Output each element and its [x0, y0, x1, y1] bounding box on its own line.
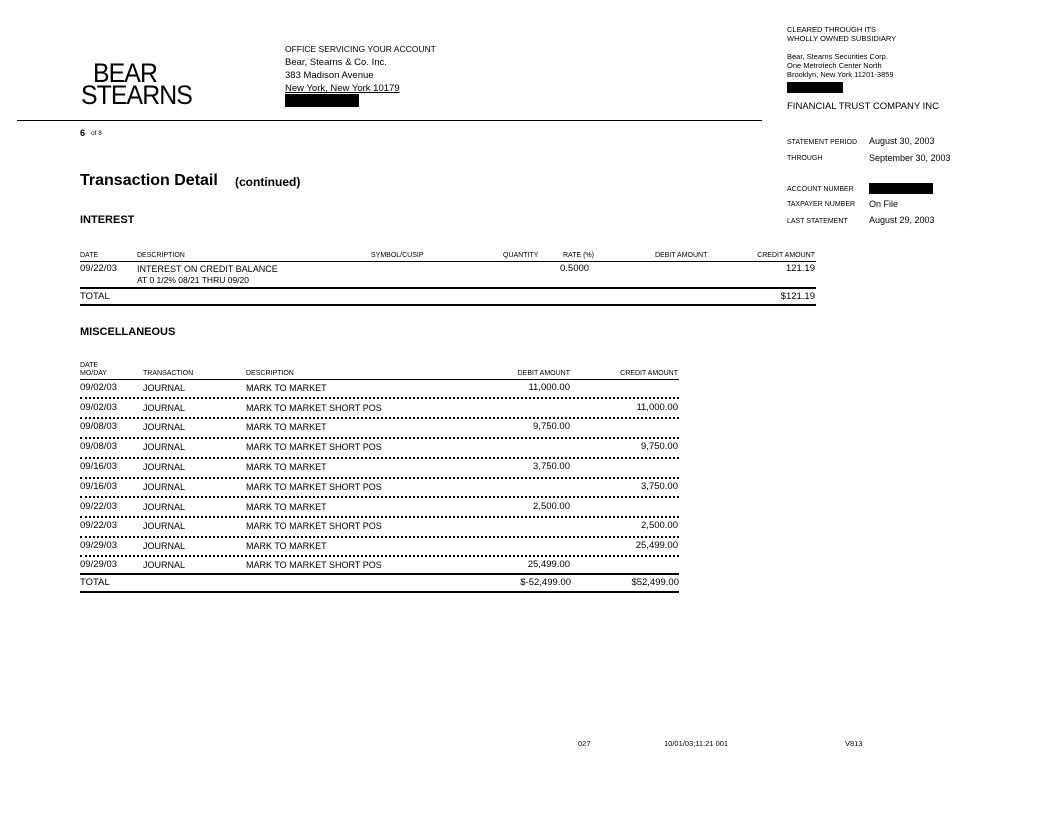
taxpayer-value: On File [869, 199, 899, 209]
account-number-label: ACCOUNT NUMBER [787, 186, 854, 193]
misc-col-date: DATE [80, 362, 99, 369]
row-divider [80, 417, 679, 419]
interest-heading: INTEREST [80, 214, 135, 226]
misc-total-label: TOTAL [80, 577, 110, 588]
misc-row-transaction: JOURNAL [143, 442, 186, 452]
interest-header-rule [80, 261, 816, 262]
footer-version: V813 [845, 739, 863, 748]
misc-total-debit: $-52,499.00 [520, 577, 571, 588]
row-divider [80, 555, 679, 557]
misc-col-moday: MO/DAY [80, 370, 108, 377]
redacted-block [787, 82, 843, 93]
misc-row-date: 09/02/03 [80, 402, 117, 413]
interest-total-rule-top [80, 287, 816, 289]
redacted-block [285, 94, 359, 107]
misc-row-date: 09/08/03 [80, 441, 117, 452]
misc-row-credit: 3,750.00 [641, 481, 678, 492]
misc-row-date: 09/08/03 [80, 421, 117, 432]
interest-col-rate: RATE (%) [563, 252, 594, 259]
misc-row-debit: 3,750.00 [533, 461, 570, 472]
misc-heading: MISCELLANEOUS [80, 326, 176, 338]
office-street: 383 Madison Avenue [285, 70, 374, 81]
logo-stearns: STEARNS [81, 80, 192, 110]
misc-row-description: MARK TO MARKET SHORT POS [246, 560, 382, 570]
misc-row-credit: 25,499.00 [635, 540, 678, 551]
misc-row-description: MARK TO MARKET SHORT POS [246, 521, 382, 531]
interest-row-description2: AT 0 1/2% 08/21 THRU 09/20 [137, 275, 249, 285]
taxpayer-label: TAXPAYER NUMBER [787, 201, 856, 208]
misc-row-description: MARK TO MARKET [246, 422, 327, 432]
page-of: of 8 [91, 130, 102, 137]
statement-period-label: STATEMENT PERIOD [787, 139, 858, 146]
interest-total-credit: $121.19 [780, 291, 815, 302]
misc-row-description: MARK TO MARKET [246, 462, 327, 472]
misc-col-credit: CREDIT AMOUNT [620, 370, 678, 377]
misc-row-description: MARK TO MARKET SHORT POS [246, 442, 382, 452]
interest-col-credit: CREDIT AMOUNT [757, 252, 815, 259]
misc-total-rule-top [80, 573, 679, 575]
interest-col-description: DESCRIPTION [137, 252, 185, 259]
misc-row-date: 09/22/03 [80, 520, 117, 531]
interest-row-rate: 0.5000 [560, 263, 590, 274]
misc-row-transaction: JOURNAL [143, 422, 186, 432]
misc-total-credit: $52,499.00 [631, 577, 679, 588]
misc-row-debit: 2,500.00 [533, 501, 570, 512]
clearing-line1: CLEARED THROUGH ITS [787, 25, 877, 34]
office-name: Bear, Stearns & Co. Inc. [285, 57, 387, 68]
clearing-address2: Brooklyn, New York 11201-3859 [787, 70, 894, 79]
last-statement-label: LAST STATEMENT [787, 218, 848, 225]
header-divider [17, 120, 762, 121]
page-number: 6 [80, 128, 86, 138]
last-statement-value: August 29, 2003 [869, 215, 935, 225]
misc-row-transaction: JOURNAL [143, 502, 186, 512]
interest-col-symbol: SYMBOL/CUSIP [371, 252, 424, 259]
misc-row-date: 09/02/03 [80, 382, 117, 393]
misc-row-date: 09/16/03 [80, 461, 117, 472]
misc-col-transaction: TRANSACTION [143, 370, 194, 377]
misc-row-transaction: JOURNAL [143, 560, 186, 570]
office-heading: OFFICE SERVICING YOUR ACCOUNT [285, 44, 436, 54]
row-divider [80, 397, 679, 399]
misc-row-transaction: JOURNAL [143, 383, 186, 393]
misc-row-date: 09/16/03 [80, 481, 117, 492]
misc-row-description: MARK TO MARKET SHORT POS [246, 403, 382, 413]
misc-row-transaction: JOURNAL [143, 482, 186, 492]
footer-timestamp: 10/01/03;11:21 001 [664, 739, 729, 748]
interest-col-date: DATE [80, 252, 99, 259]
misc-row-credit: 11,000.00 [636, 402, 678, 413]
row-divider [80, 437, 679, 439]
row-divider [80, 496, 679, 498]
through-value: September 30, 2003 [869, 153, 951, 163]
redacted-account-number [869, 183, 933, 194]
misc-col-description: DESCRIPTION [246, 370, 294, 377]
row-divider [80, 516, 679, 518]
interest-row-description: INTEREST ON CREDIT BALANCE [137, 264, 278, 274]
misc-row-transaction: JOURNAL [143, 462, 186, 472]
statement-period-value: August 30, 2003 [869, 136, 935, 146]
misc-header-rule [80, 379, 679, 380]
row-divider [80, 457, 679, 459]
misc-row-description: MARK TO MARKET [246, 541, 327, 551]
misc-row-date: 09/29/03 [80, 540, 117, 551]
misc-row-credit: 2,500.00 [641, 520, 678, 531]
clearing-line2: WHOLLY OWNED SUBSIDIARY [787, 34, 897, 43]
client-name: FINANCIAL TRUST COMPANY INC [787, 101, 940, 112]
misc-col-debit: DEBIT AMOUNT [517, 370, 570, 377]
misc-row-description: MARK TO MARKET [246, 502, 327, 512]
interest-total-label: TOTAL [80, 291, 110, 302]
row-divider [80, 477, 679, 479]
misc-row-debit: 9,750.00 [533, 421, 570, 432]
misc-total-rule-bottom [80, 591, 679, 593]
interest-row-date: 09/22/03 [80, 263, 117, 274]
misc-row-transaction: JOURNAL [143, 541, 186, 551]
misc-row-transaction: JOURNAL [143, 403, 186, 413]
misc-row-credit: 9,750.00 [641, 441, 678, 452]
misc-row-debit: 11,000.00 [528, 382, 570, 393]
footer-code: 027 [578, 739, 591, 748]
office-city: New York, New York 10179 [285, 83, 400, 94]
misc-row-description: MARK TO MARKET SHORT POS [246, 482, 382, 492]
misc-row-debit: 25,499.00 [527, 559, 570, 570]
page-title: Transaction Detail [80, 172, 218, 189]
page-title-suffix: (continued) [235, 175, 301, 189]
misc-row-transaction: JOURNAL [143, 521, 186, 531]
misc-row-description: MARK TO MARKET [246, 383, 327, 393]
misc-row-date: 09/22/03 [80, 501, 117, 512]
interest-total-rule-bottom [80, 304, 816, 306]
interest-row-credit: 121.19 [785, 263, 815, 274]
through-label: THROUGH [787, 155, 823, 162]
interest-col-quantity: QUANTITY [503, 252, 539, 259]
misc-row-date: 09/29/03 [80, 559, 117, 570]
clearing-corp: Bear, Stearns Securities Corp. [787, 52, 888, 61]
interest-col-debit: DEBIT AMOUNT [655, 252, 708, 259]
clearing-address1: One Metrotech Center North [787, 61, 882, 70]
row-divider [80, 536, 679, 538]
logo-bear: BEAR [93, 58, 157, 88]
